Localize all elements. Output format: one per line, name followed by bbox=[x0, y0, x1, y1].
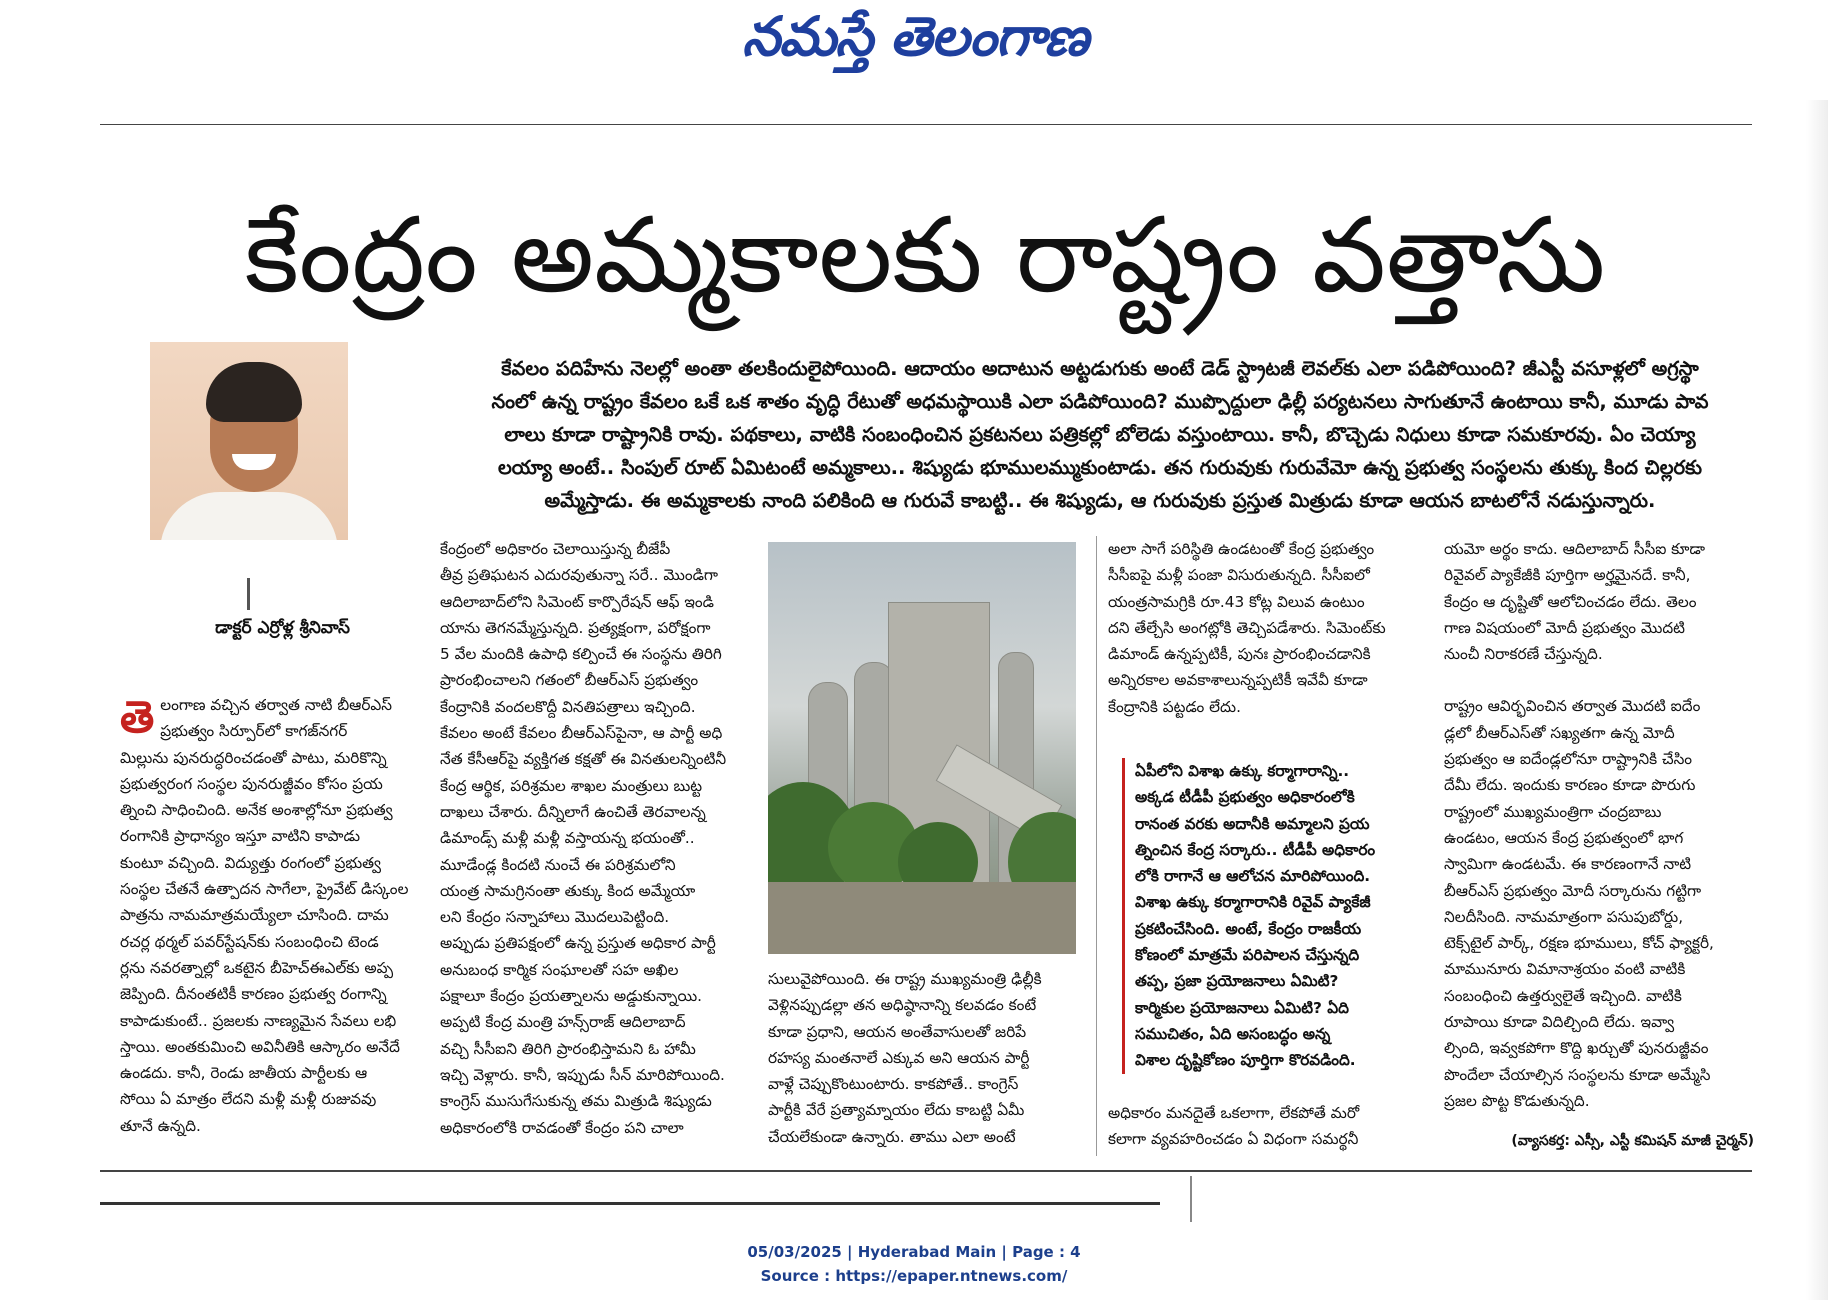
page-edge-shadow bbox=[1806, 100, 1828, 1300]
text-line: పొందేలా చేయాల్సిన సంస్థలను కూడా అమ్మేసి bbox=[1444, 1065, 1711, 1084]
text-line: దాఖలు చేశారు. దీన్నిలాగే ఉంచితే తెరవాలన్న bbox=[440, 802, 706, 821]
text-line: రూపాయి కూడా విదిల్చింది లేదు. ఇవ్వా bbox=[1444, 1013, 1675, 1032]
text-line: యంత్రసామగ్రికి రూ.43 కోట్ల విలువ ఉంటుం bbox=[1108, 592, 1365, 611]
text-line: 5 వేల మందికి ఉపాధి కల్పించే ఈ సంస్థను తిరిగి bbox=[440, 645, 722, 664]
text-line: అనుబంధ కార్మిక సంఘాలతో సహ అఖిల bbox=[440, 960, 679, 979]
text-line: ప్రభుత్వం ఆ ఐదేండ్లలోనూ రాష్ట్రానికి చేసిం bbox=[1444, 750, 1693, 769]
text-line: కేంద్రంలో అధికారం చెలాయిస్తున్న బీజేపీ bbox=[440, 540, 671, 558]
text-line: మామునూరు విమానాశ్రయం వంటి వాటికి bbox=[1444, 960, 1686, 979]
text-line: కూడా ప్రధాని, ఆయన అంతేవాసులతో జరిపే bbox=[768, 1022, 1027, 1041]
text-line: పాత్రను నామమాత్రమయ్యేలా చూసింది. దామ bbox=[120, 906, 389, 925]
text-line: నుంచీ నిరాకరణే చేస్తున్నది. bbox=[1444, 645, 1603, 664]
text-line: రివైవల్ ప్యాకేజీకి పూర్తిగా అర్హమైనదే. కానీ, bbox=[1444, 566, 1691, 585]
text-line: అన్నిరకాల అవకాశాలున్నప్పటికీ ఇవేవీ కూడా bbox=[1108, 671, 1368, 690]
text-line: డ్లలో బీఆర్‌ఎస్‌తో సఖ్యతగా ఉన్న మోదీ bbox=[1444, 723, 1675, 742]
text-line: రాష్ట్రంలో ముఖ్యమంత్రిగా చంద్రబాబు bbox=[1444, 802, 1662, 821]
text-line: దని తేల్చేసి అంగట్లోకి తెచ్చిపడేశారు. సిమెంట్‌కు bbox=[1108, 618, 1386, 637]
author-name: డాక్టర్ ఎర్రోళ్ల శ్రీనివాస్ bbox=[215, 618, 350, 638]
column-5 bbox=[1444, 536, 1756, 1114]
text-line: నేత కేసీఆర్‌పై వ్యక్తిగత కక్షతో ఈ వినతులన్నింటినీ bbox=[440, 750, 727, 769]
article-headline: కేంద్రం అమ్మకాలకు రాష్ట్రం వత్తాసు bbox=[244, 194, 1606, 316]
text-line: కేంద్ర ఆర్థిక, పరిశ్రమల శాఖల మంత్రులు బుట్ట bbox=[440, 776, 703, 795]
text-line: సంస్థల చేతనే ఉత్పాదన సాగేలా, ప్రైవేట్ డిస్కంల bbox=[120, 880, 409, 899]
text-line: కేంద్రానికి వందలకొద్దీ వినతిపత్రాలు ఇచ్చింది. bbox=[440, 697, 696, 716]
text-line: సంబంధించి ఉత్తర్వులైతే ఇచ్చింది. వాటికి bbox=[1444, 986, 1682, 1005]
callout-line: ఏపీలోని విశాఖ ఉక్కు కర్మాగారాన్ని.. bbox=[1135, 762, 1350, 780]
column-rule bbox=[1096, 536, 1097, 1156]
text-line: కేవలం అంటే కేవలం బీఆర్‌ఎస్‌పైనా, ఆ పార్టీ అధి bbox=[440, 724, 723, 743]
text-line: ల్సింది, ఇవ్వకపోగా కొద్ది ఖర్చుతో పునరుజ్జీవం bbox=[1444, 1039, 1709, 1058]
text-line: కుంటూ వచ్చింది. విద్యుత్తు రంగంలో ప్రభుత్వ bbox=[120, 853, 381, 872]
intro-line: అమ్మేస్తాడు. ఈ అమ్మకాలకు నాంది పలికింది ఆ గురువే కాబట్టి.. ఈ శిష్యుడు, ఆ గురువుకు ప్రస్తుత మిత్రుడు కూడా ఆయన బాటలోనే నడుస్తున్నారు. bbox=[544, 489, 1656, 512]
text-line: ప్రజల పొట్ట కొడుతున్నది. bbox=[1444, 1091, 1590, 1110]
text-line: వాళ్లే చెప్పుకొంటుంటారు. కాకపోతే.. కాంగ్రెస్ bbox=[768, 1075, 1019, 1094]
text-line: సోయి ఏ మాత్రం లేదని మళ్లీ మళ్లీ రుజువవు bbox=[120, 1090, 377, 1109]
callout-line: తప్ప, ప్రజా ప్రయోజనాలు ఏమిటి? bbox=[1135, 972, 1339, 991]
text-line: ఆదిలాబాద్‌లోని సిమెంట్ కార్పొరేషన్ ఆఫ్ ఇండి bbox=[440, 592, 714, 611]
text-line: స్వామిగా ఉండటమే. ఈ కారణంగానే నాటి bbox=[1444, 855, 1692, 874]
text-line: జెప్పింది. దీనంతటికీ కారణం ప్రభుత్వ రంగాన్ని bbox=[120, 985, 387, 1004]
column-1 bbox=[120, 692, 420, 1139]
text-line: కలాగా వ్యవహరించడం ఏ విధంగా సమర్థనీ bbox=[1108, 1130, 1359, 1149]
cement-factory-photo bbox=[768, 542, 1076, 954]
text-line: చేయలేకుండా ఉన్నారు. తాము ఎలా అంటే bbox=[768, 1127, 1016, 1146]
newspaper-masthead: నమస్తే తెలంగాణ bbox=[742, 4, 1088, 68]
callout-line: ప్రకటించేసింది. అంటే, కేంద్రం రాజకీయ bbox=[1135, 919, 1362, 938]
author-byline-note: (వ్యాసకర్త: ఎస్సీ, ఎస్టీ కమిషన్ మాజీ చైర్మన్) bbox=[1511, 1133, 1754, 1149]
intro-line: లాలు కూడా రాష్ట్రానికి రావు. పథకాలు, వాటికి సంబంధించిన ప్రకటనలు పత్రికల్లో బోలెడు వస్తుంటాయి. కానీ, బొచ్చెడు నిధులు కూడా సమకూరవు. ఏం చెయ్యా bbox=[504, 423, 1696, 446]
text-line: తీవ్ర ప్రతిఘటన ఎదురవుతున్నా సరే.. మొండిగా bbox=[440, 566, 719, 585]
intro-line: కేవలం పదిహేను నెలల్లో అంతా తలకిందులైపోయింది. ఆదాయం అదాటున అట్టడుగుకు అంటే డెడ్ స్ట్రాటజీ లెవల్‌కు ఎలా పడిపోయింది? జీఎస్టీ వసూళ్లలో అగ్రస్థా bbox=[501, 357, 1699, 380]
text-line: లంగాణ వచ్చిన తర్వాత నాటి బీఆర్‌ఎస్ bbox=[160, 696, 393, 714]
text-line: స్తాయి. అంతకుమించి అవినీతికి ఆస్కారం అనేదే bbox=[120, 1037, 400, 1056]
text-line: ర్లను నవరత్నాల్లో ఒకటైన బీహెచ్ఈఎల్‌కు అప్ప bbox=[120, 958, 394, 977]
text-line: తూనే ఉన్నది. bbox=[120, 1116, 201, 1135]
callout-line: విశాల దృష్టికోణం పూర్తిగా కొరవడింది. bbox=[1135, 1051, 1356, 1070]
bottom-rule bbox=[100, 1170, 1752, 1172]
author-divider bbox=[247, 578, 250, 610]
text-line: రాష్ట్రం ఆవిర్భవించిన తర్వాత మొదటి ఐదేం bbox=[1444, 697, 1701, 716]
text-line: పార్టీకి వేరే ప్రత్యామ్నాయం లేదు కాబట్టి ఏమీ bbox=[768, 1101, 1025, 1120]
author-photo bbox=[150, 342, 348, 540]
highlight-callout bbox=[1122, 758, 1423, 1074]
text-line: వెళ్లినప్పుడల్లా తన అధిష్ఠానాన్ని కలవడం కంటే bbox=[768, 996, 1037, 1015]
text-line: ఉండదు. కానీ, రెండు జాతీయ పార్టీలకు ఆ bbox=[120, 1064, 368, 1083]
text-line: రచర్ల థర్మల్ పవర్‌స్టేషన్‌కు సంబంధించి టెండ bbox=[120, 932, 379, 951]
callout-line: లోకి రాగానే ఆ ఆలోచన మారిపోయింది. bbox=[1135, 867, 1371, 886]
column-2 bbox=[440, 536, 750, 1141]
text-line: లని కేంద్రం సన్నాహాలు మొదలుపెట్టింది. bbox=[440, 908, 670, 927]
text-line: గాణ విషయంలో మోదీ ప్రభుత్వం మొదటి bbox=[1444, 618, 1685, 637]
text-line: అధికారం మనదైతే ఒకలాగా, లేకపోతే మరో bbox=[1108, 1104, 1360, 1122]
text-line: త్నించి సాధించింది. అనేక అంశాల్లోనూ ప్రభుత్వ bbox=[120, 801, 393, 820]
callout-line: విశాఖ ఉక్కు కర్మాగారానికి రివైవ్ ప్యాకేజీ bbox=[1135, 893, 1371, 912]
text-line: వచ్చి సీసీఐని తిరిగి ప్రారంభిస్తామని ఓ హామీ bbox=[440, 1039, 696, 1058]
intro-line: నంలో ఉన్న రాష్ట్రం కేవలం ఒకే ఒక శాతం వృద్ధి రేటుతో అధమస్థాయికి ఎలా పడిపోయింది? ముప్పొద్దులా ఢిల్లీ పర్యటనలు సాగుతూనే ఉంటాయి కానీ, మూడు పావ bbox=[491, 390, 1709, 413]
callout-line: అక్కడ టీడీపీ ప్రభుత్వం అధికారంలోకి bbox=[1135, 788, 1355, 807]
text-line: అలా సాగే పరిస్థితి ఉండటంతో కేంద్ర ప్రభుత్వం bbox=[1108, 540, 1375, 558]
text-line: ఇచ్చి వెళ్లారు. కానీ, ఇప్పుడు సీన్ మారిపోయింది. bbox=[440, 1065, 725, 1084]
column-4 bbox=[1108, 536, 1418, 720]
top-rule bbox=[100, 124, 1752, 125]
callout-line: కార్మికుల ప్రయోజనాలు ఏమిటి? ఏది bbox=[1135, 998, 1349, 1017]
column-4-continued bbox=[1108, 1100, 1418, 1153]
text-line: అప్పటి కేంద్ర మంత్రి హన్స్‌రాజ్ ఆదిలాబాద్ bbox=[440, 1013, 686, 1032]
text-line: కాంగ్రెస్ ముసుగేసుకున్న తమ మిత్రుడి శిష్యుడు bbox=[440, 1092, 712, 1111]
text-line: డిమాండ్స్ మళ్లీ మళ్లీ వస్తాయన్న భయంతో.. bbox=[440, 829, 695, 848]
text-line: మూడేండ్ల కిందటి నుంచే ఈ పరిశ్రమలోని bbox=[440, 855, 676, 874]
text-line: డిమాండ్ ఉన్నప్పటికీ, పునః ప్రారంభించడానికి bbox=[1108, 645, 1371, 664]
article-intro bbox=[440, 352, 1760, 517]
text-line: నిలదీసింది. నామమాత్రంగా పసుపుబోర్డు, bbox=[1444, 907, 1684, 926]
text-line: టెక్స్‌టైల్ పార్క్, రక్షణ భూములు, కోచ్ ఫ్యాక్టరీ, bbox=[1444, 934, 1714, 953]
text-line: మిల్లును పునరుద్ధరించడంతో పాటు, మరికొన్ని bbox=[120, 748, 387, 767]
drop-cap: తె bbox=[120, 692, 155, 743]
callout-line: రానంత వరకు అదానీకి అమ్మాలని ప్రయ bbox=[1135, 814, 1370, 833]
text-line: ప్రారంభించాలని గతంలో బీఆర్‌ఎస్ ప్రభుత్వం bbox=[440, 671, 699, 690]
footer-source: Source : https://epaper.ntnews.com/ bbox=[760, 1267, 1068, 1285]
intro-line: లయ్యా అంటే.. సింపుల్ రూట్ ఏమిటంటే అమ్మకాలు.. శిష్యుడు భూములమ్ముకుంటాడు. తన గురువుకు గురువేమో ఉన్న ప్రభుత్వ సంస్థలను తుక్కు కింద చిల్లరకు bbox=[497, 456, 1703, 479]
text-line: యంత్ర సామగ్రినంతా తుక్కు కింద అమ్మేయా bbox=[440, 881, 696, 900]
bottom-divider bbox=[1190, 1176, 1192, 1222]
text-line: సీసీఐపై మళ్లీ పంజా విసురుతున్నది. సీసీఐలో bbox=[1108, 566, 1370, 585]
text-line: రంగానికి ప్రాధాన్యం ఇస్తూ వాటిని కాపాడు bbox=[120, 827, 361, 846]
text-line: పక్షాలూ కేంద్రం ప్రయత్నాలను అడ్డుకున్నాయి. bbox=[440, 987, 702, 1006]
callout-line: సముచితం, ఏది అసంబద్ధం అన్న bbox=[1135, 1024, 1331, 1043]
text-line: బీఆర్‌ఎస్ ప్రభుత్వం మోదీ సర్కారును గట్టిగా bbox=[1444, 881, 1702, 900]
text-line: కాపాడుకుంటే.. ప్రజలకు నాణ్యమైన సేవలు లభి bbox=[120, 1011, 397, 1030]
text-line: కేంద్రం ఆ దృష్టితో ఆలోచించడం లేదు. తెలం bbox=[1444, 592, 1697, 611]
callout-line: త్నించిన కేంద్ర సర్కారు.. టీడీపీ అధికారం bbox=[1135, 840, 1376, 859]
epaper-footer bbox=[0, 1240, 1828, 1288]
text-line: యమో అర్థం కాదు. ఆదిలాబాద్ సీసీఐ కూడా bbox=[1444, 540, 1705, 558]
text-line: సులువైపోయింది. ఈ రాష్ట్ర ముఖ్యమంత్రి ఢిల్లీకి bbox=[768, 970, 1042, 988]
text-line: ఉండటం, ఆయన కేంద్ర ప్రభుత్వంలో భాగ bbox=[1444, 828, 1684, 847]
text-line: రహస్య మంతనాలే ఎక్కువ అని ఆయన పార్టీ bbox=[768, 1048, 1030, 1067]
text-line: యాను తెగనమ్మేస్తున్నది. ప్రత్యక్షంగా, పరోక్షంగా bbox=[440, 618, 711, 637]
paragraph-gap bbox=[1444, 667, 1756, 693]
footer-date-page: 05/03/2025 | Hyderabad Main | Page : 4 bbox=[747, 1243, 1081, 1261]
text-line: దేమీ లేదు. ఇందుకు కారణం కూడా పొరుగు bbox=[1444, 776, 1696, 795]
text-line: అప్పుడు ప్రతిపక్షంలో ఉన్న ప్రస్తుత అధికార పార్టీ bbox=[440, 934, 716, 953]
column-3 bbox=[768, 966, 1078, 1150]
text-line: కేంద్రానికి పట్టడం లేదు. bbox=[1108, 697, 1241, 716]
callout-line: కోణంలో మాత్రమే పరిపాలన చేస్తున్నది bbox=[1135, 946, 1360, 965]
text-line: ప్రభుత్వరంగ సంస్థల పునరుజ్జీవం కోసం ప్రయ bbox=[120, 774, 383, 793]
next-article-frame bbox=[100, 1202, 1160, 1205]
text-line: అధికారంలోకి రావడంతో కేంద్రం పని చాలా bbox=[440, 1118, 684, 1137]
text-line: ప్రభుత్వం సిర్పూర్‌లో కాగజ్‌నగర్ bbox=[160, 722, 348, 741]
